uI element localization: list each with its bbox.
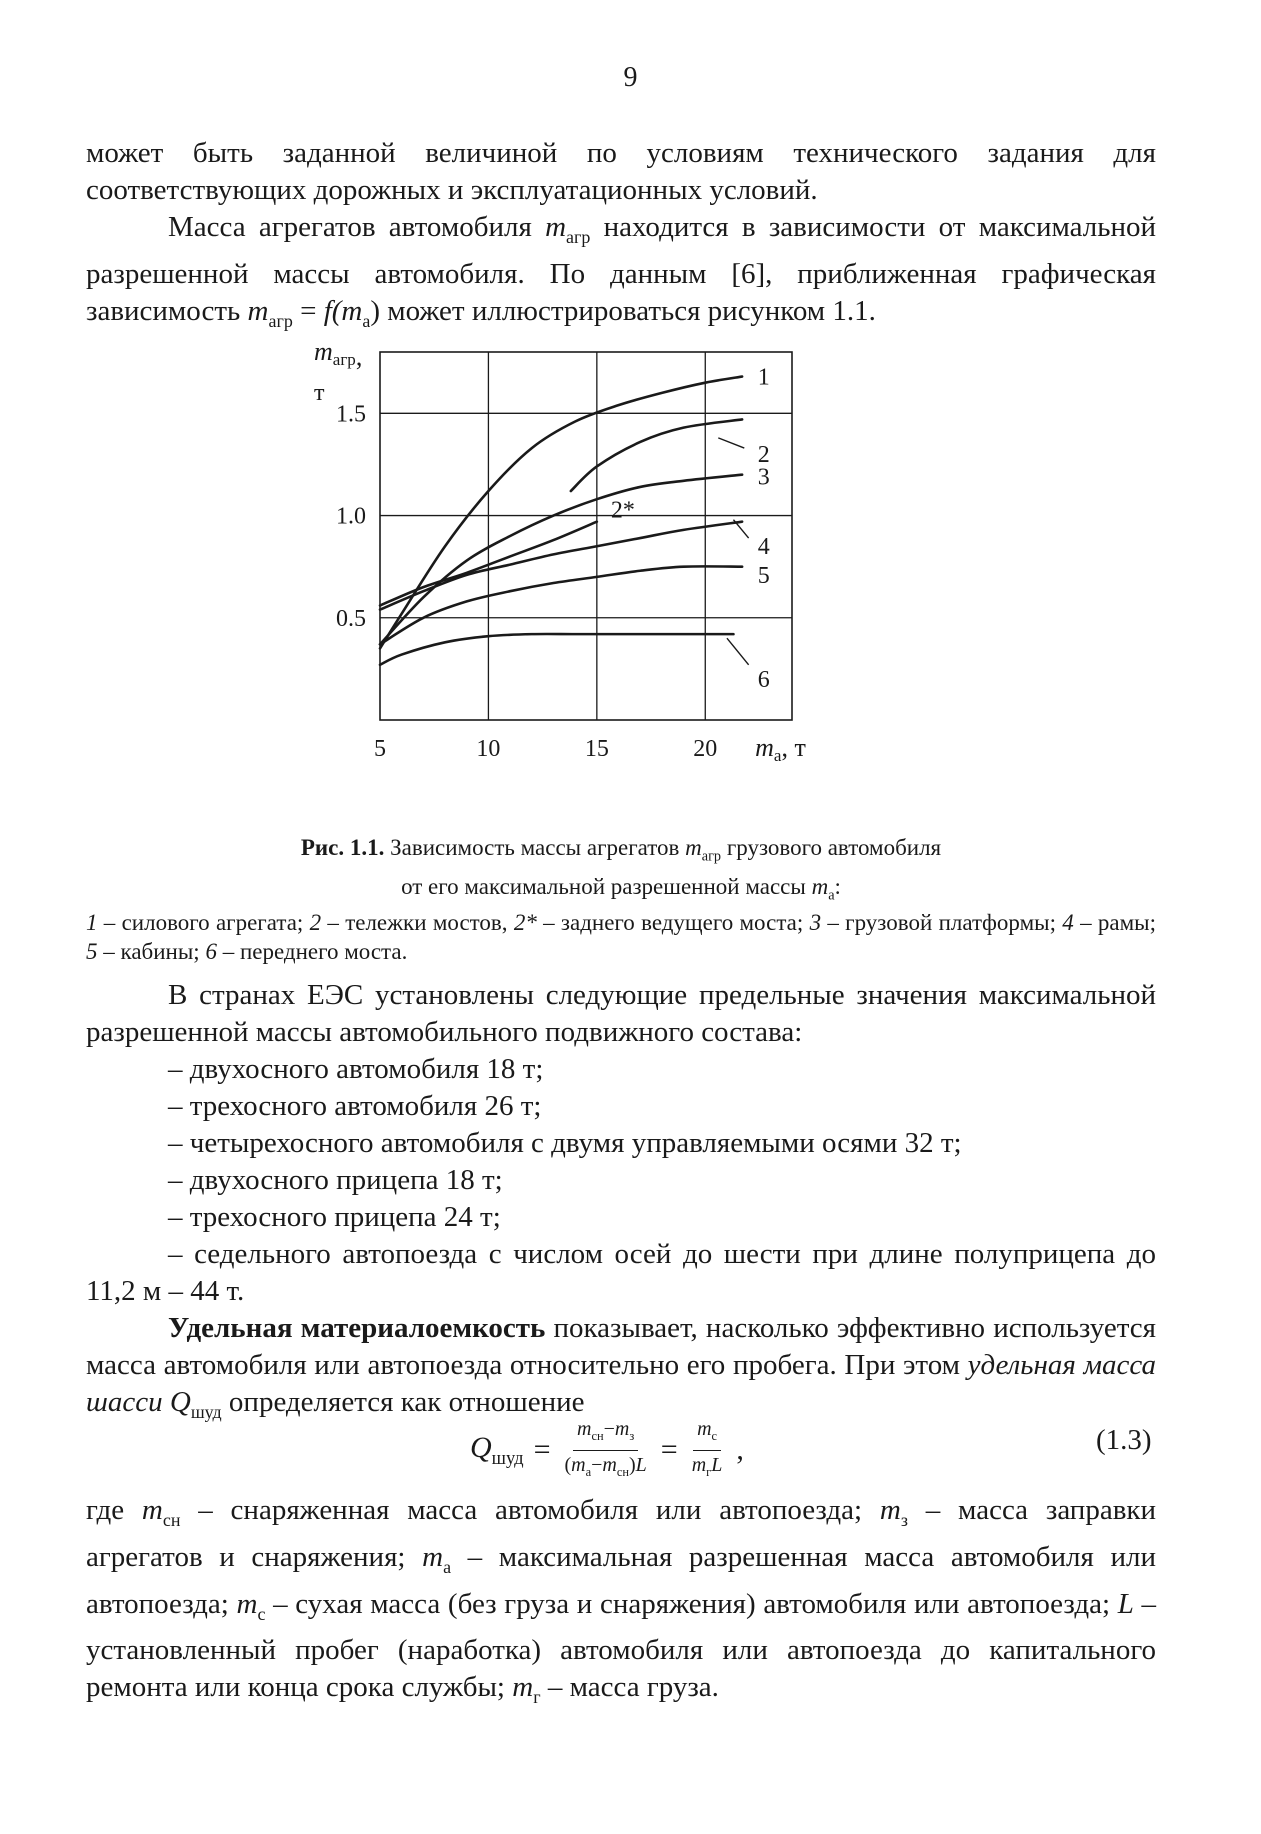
list-item: – четырехосного автомобиля с двумя управляемыми осями 32 т; <box>168 1127 962 1159</box>
page-number: 9 <box>623 62 638 93</box>
equation-number: (1.3) <box>1096 1424 1152 1456</box>
x-tick-label: 10 <box>476 736 501 762</box>
curve-label: 2 <box>757 442 770 469</box>
list-item: – трехосного автомобиля 26 т; <box>168 1090 542 1122</box>
fraction-numerator: $m_{сн}-m_з$ <box>573 1417 638 1451</box>
chart-curves <box>380 377 749 665</box>
y-axis-label: mагр, <box>314 337 363 371</box>
curve-label: 3 <box>757 464 770 491</box>
list-item: – седельного автопоезда с числом осей до шести при длине полуприцепа до 11,2 м – 44 т. <box>86 1238 1156 1307</box>
paragraph-continuation: может быть заданной величиной по условиям технического задания для соответствующих дорожных и эксплуатационных условий. <box>86 137 1156 206</box>
curve-label: 4 <box>757 534 770 561</box>
curve-label: 6 <box>757 667 770 694</box>
list-item: – двухосного автомобиля 18 т; <box>168 1053 544 1085</box>
curve-label: 2* <box>610 497 635 524</box>
figure-caption: Рис. 1.1. Зависимость массы агрегатов $m_{агр}$ грузового автомобиля от его максимальной разрешенной массы $m_a$: <box>300 835 942 904</box>
series-curve-6 <box>380 634 733 665</box>
x-tick-label: 5 <box>374 736 386 762</box>
y-tick-label: 1.0 <box>336 503 366 530</box>
curve-label: 1 <box>757 364 770 391</box>
y-axis-unit: т <box>314 380 325 406</box>
x-tick-label: 15 <box>584 736 609 762</box>
mass-chart <box>300 332 960 824</box>
fraction-denominator: $(m_a-m_{сн})L$ <box>564 1453 647 1479</box>
figure-legend: 1 – силового агрегата; 2 – тележки мостов, 2* – заднего ведущего моста; 3 – грузовой платформы; 4 – рамы; 5 – кабины; 6 – переднего моста. <box>86 910 1156 964</box>
figure-1-1 <box>300 332 960 824</box>
list-item: – двухосного прицепа 18 т; <box>168 1164 503 1196</box>
chart-grid <box>380 352 792 720</box>
y-tick-label: 0.5 <box>336 605 366 632</box>
x-tick-label: 20 <box>693 736 718 762</box>
paragraph-material-intensity: Удельная материалоемкость показывает, насколько эффективно используется масса автомобиля или автопоезда относительно его пробега. При этом удельная масса шасси $Q_{шуд}$ определяется как отношение <box>86 1312 1156 1422</box>
series-curve-3 <box>380 475 742 645</box>
leader-line <box>718 438 744 448</box>
chart-labels <box>314 337 806 765</box>
fraction-denominator: $m_гL$ <box>691 1453 723 1479</box>
x-axis-label: ma, т <box>755 733 806 765</box>
formula-1-3: $Q_{шуд}$ = $\frac{m_{сн}-m_з}{(m_a-m_{сн})L}$ = $\frac{m_c}{m_гL}$ , <box>470 1412 890 1488</box>
list-item: – трехосного прицепа 24 т; <box>168 1201 501 1233</box>
series-curve-5 <box>380 566 742 644</box>
plot-frame <box>380 352 792 720</box>
paragraph-eec-limits: В странах ЕЭС установлены следующие предельные значения максимальной разрешенной массы автомобильного подвижного состава: <box>86 979 1156 1048</box>
y-tick-label: 1.5 <box>336 401 366 428</box>
curve-label: 5 <box>757 562 770 589</box>
paragraph-definitions: где $m_{сн}$ – снаряженная масса автомобиля или автопоезда; $m_з$ – масса заправки агрегатов и снаряжения; $m_a$ – максимальная разрешенная масса автомобиля или автопоезда; $m_c$ – сухая масса (без груза и снаряжения) автомобиля или автопоезда; L – установленный пробег (наработка) автомобиля или автопоезда до капитального ремонта или конца срока службы; $m_г$ – масса груза. <box>86 1494 1157 1708</box>
fraction-numerator: $m_c$ <box>693 1417 721 1451</box>
paragraph-aggregate-mass: Масса агрегатов автомобиля $m_{агр}$ находится в зависимости от максимальной разрешенной массы автомобиля. По данным [6], приближенная графическая зависимость $m_{агр} = f(m_a)$ может иллюстрироваться рисунком 1.1. <box>86 211 1156 331</box>
leader-line <box>727 638 749 665</box>
